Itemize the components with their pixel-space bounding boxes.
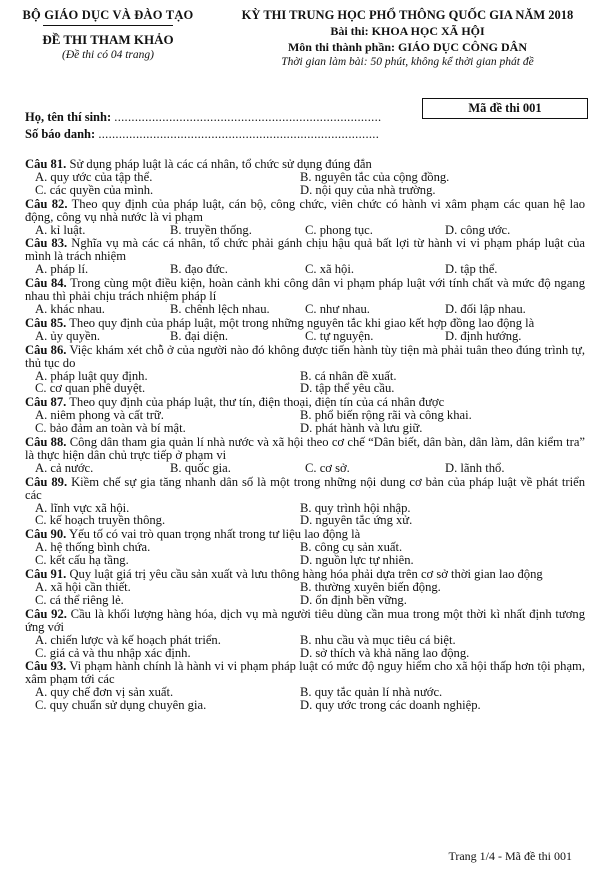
answer-options <box>25 502 585 528</box>
answer-option: D. đối lập nhau. <box>445 301 526 316</box>
answer-option: D. nguồn lực tự nhiên. <box>300 553 414 568</box>
candidate-id-label: Số báo danh: <box>25 127 96 141</box>
answer-option: D. sở thích và khả năng lao động. <box>300 645 470 660</box>
answer-option: C. kế hoạch truyền thông. <box>35 513 166 528</box>
question-number: Câu 82. <box>25 196 68 211</box>
question-text: Nghĩa vụ mà các cá nhân, tổ chức phải gánh chịu hậu quả bất lợi từ hành vi vi phạm pháp luật của mình là trách nhiệm <box>25 236 585 264</box>
question-number: Câu 89. <box>25 474 68 489</box>
answer-option: B. quy trình hội nhập. <box>300 500 411 515</box>
question-stem <box>25 608 585 634</box>
answer-option: A. khác nhau. <box>35 301 105 316</box>
answer-option: D. định hướng. <box>445 328 522 343</box>
answer-option: A. hệ thống bình chứa. <box>35 540 151 555</box>
answer-option: A. chiến lược và kế hoạch phát triển. <box>35 632 221 647</box>
question-stem <box>25 317 585 330</box>
question-text: Quy luật giá trị yêu cầu sản xuất và lưu thông hàng hóa phải dựa trên cơ sở thời gian lao động <box>69 567 543 582</box>
question-text: Yếu tố có vai trò quan trọng nhất trong tư liệu lao động là <box>68 527 361 542</box>
answer-option: A. lĩnh vực xã hội. <box>35 500 130 515</box>
header-right <box>220 8 595 68</box>
question-number: Câu 86. <box>25 342 67 357</box>
answer-option: D. lãnh thổ. <box>445 460 505 475</box>
question-number: Câu 87. <box>25 395 67 410</box>
answer-options <box>25 171 585 197</box>
answer-option: D. phát hành và lưu giữ. <box>300 421 423 436</box>
answer-option: B. phổ biến rộng rãi và công khai. <box>300 408 472 423</box>
answer-options <box>25 634 585 660</box>
question-item <box>25 198 585 237</box>
answer-option: D. công ước. <box>445 222 511 237</box>
exam-title: KỲ THI TRUNG HỌC PHỔ THÔNG QUỐC GIA NĂM 2018 <box>241 8 574 22</box>
answer-options <box>25 303 585 316</box>
question-text: Công dân tham gia quản lí nhà nước và xã hội theo cơ chế “Dân biết, dân bàn, dân làm, dân kiểm tra” là thực hiện dân chủ trực tiếp ở phạm vi <box>25 435 586 462</box>
question-number: Câu 83. <box>25 236 68 251</box>
question-number: Câu 91. <box>25 567 67 582</box>
answer-option: B. nhu cầu và mục tiêu cá biệt. <box>300 632 456 647</box>
answer-option: A. quy chế đơn vị sản xuất. <box>35 685 174 700</box>
question-text: Trong cùng một điều kiện, hoàn cảnh khi công dân vi phạm pháp luật với tính chất và mức độ ngang nhau thì phải chịu trách nhiệm pháp lí <box>25 276 586 304</box>
pages-note: (Đề thi có 04 trang) <box>62 49 154 61</box>
answer-option: A. kỉ luật. <box>35 222 86 237</box>
header-left <box>18 8 198 61</box>
answer-option: C. cá thể riêng lẻ. <box>35 592 124 607</box>
answer-option: B. quy tắc quản lí nhà nước. <box>300 685 443 700</box>
answer-option: C. cơ quan phê duyệt. <box>35 381 146 396</box>
answer-options <box>25 263 585 276</box>
question-item <box>25 277 585 316</box>
answer-option: D. ổn định bền vững. <box>300 592 407 607</box>
question-text: Sử dụng pháp luật là các cá nhân, tổ chức sử dụng đúng đắn <box>69 157 372 171</box>
question-item <box>25 436 585 475</box>
question-text: Theo quy định của pháp luật, thư tín, điện thoại, điện tín của cá nhân được <box>69 395 445 410</box>
question-stem <box>25 660 585 686</box>
answer-option: B. thường xuyên biến động. <box>300 580 441 594</box>
answer-option: C. như nhau. <box>305 301 370 316</box>
question-item <box>25 528 585 567</box>
answer-option: A. niêm phong và cất trữ. <box>35 408 164 423</box>
answer-option: C. tự nguyện. <box>305 328 374 343</box>
question-text: Việc khám xét chỗ ở của người nào đó không được tiến hành tùy tiện mà phải tuân theo đúng trình tự, thủ tục do <box>25 342 585 370</box>
answer-option: A. quy ước của tập thể. <box>35 169 153 184</box>
answer-options <box>25 462 585 475</box>
answer-option: B. truyền thống. <box>170 222 252 237</box>
answer-option: C. các quyền của mình. <box>35 182 154 197</box>
answer-option: C. quy chuẩn sử dụng chuyên gia. <box>35 698 207 713</box>
answer-option: A. ủy quyền. <box>35 328 101 343</box>
question-number: Câu 92. <box>25 606 67 621</box>
question-list <box>25 158 585 713</box>
answer-option: B. nguyên tắc của cộng đồng. <box>300 169 450 184</box>
answer-option: B. đạo đức. <box>170 262 228 277</box>
candidate-id-line <box>25 126 381 143</box>
exam-time: Thời gian làm bài: 50 phút, không kể thời gian phát đề <box>281 56 534 68</box>
question-text: Theo quy định của pháp luật, một trong những nguyên tắc khi giao kết hợp đồng lao động là <box>69 315 535 330</box>
question-item <box>25 344 585 396</box>
answer-options <box>25 581 585 607</box>
question-stem <box>25 277 585 303</box>
answer-option: A. pháp luật quy định. <box>35 368 148 383</box>
answer-options <box>25 224 585 237</box>
question-stem <box>25 198 585 224</box>
answer-option: C. bảo đảm an toàn và bí mật. <box>35 421 186 436</box>
candidate-name-line <box>25 109 381 126</box>
candidate-info <box>25 109 381 143</box>
answer-options <box>25 409 585 435</box>
answer-option: D. nội quy của nhà trường. <box>300 182 436 197</box>
question-stem <box>25 237 585 263</box>
answer-option: C. cơ sở. <box>305 460 350 475</box>
answer-option: D. quy ước trong các doanh nghiệp. <box>300 698 481 713</box>
answer-option: B. công cụ sản xuất. <box>300 540 403 555</box>
question-number: Câu 93. <box>25 659 67 674</box>
question-number: Câu 88. <box>25 435 67 450</box>
answer-option: A. xã hội cần thiết. <box>35 580 131 594</box>
question-text: Kiềm chế sự gia tăng nhanh dân số là một trong những nội dung cơ bản của pháp luật về phát triển các <box>25 474 585 502</box>
question-number: Câu 90. <box>25 527 67 542</box>
question-item <box>25 476 585 528</box>
question-item <box>25 568 585 607</box>
question-stem <box>25 436 585 462</box>
question-item <box>25 158 585 197</box>
answer-options <box>25 541 585 567</box>
candidate-name-label: Họ, tên thí sinh: <box>25 110 112 124</box>
page-footer: Trang 1/4 - Mã đề thi 001 <box>448 849 572 863</box>
question-item <box>25 317 585 343</box>
answer-option: C. kết cấu hạ tầng. <box>35 553 129 568</box>
question-stem <box>25 344 585 370</box>
exam-code-box: Mã đề thi 001 <box>422 98 588 119</box>
question-item <box>25 237 585 276</box>
answer-option: B. cá nhân đề xuất. <box>300 368 397 383</box>
answer-option: D. tập thể. <box>445 262 498 277</box>
question-number: Câu 85. <box>25 315 67 330</box>
question-stem <box>25 476 585 502</box>
question-number: Câu 81. <box>25 157 67 171</box>
ministry-name: BỘ GIÁO DỤC VÀ ĐÀO TẠO <box>22 8 194 22</box>
answer-option: D. nguyên tắc ứng xử. <box>300 513 413 528</box>
candidate-name-field: .............................................................................. <box>114 110 382 124</box>
question-text: Vi phạm hành chính là hành vi vi phạm pháp luật có mức độ nguy hiểm cho xã hội thấp hơn tội phạm, xâm phạm tới các <box>25 659 585 687</box>
question-number: Câu 84. <box>25 276 67 291</box>
answer-option: C. giá cả và thu nhập xác định. <box>35 645 191 660</box>
question-item <box>25 608 585 660</box>
exam-subject: Môn thi thành phần: GIÁO DỤC CÔNG DÂN <box>287 40 528 54</box>
answer-option: C. xã hội. <box>305 262 354 277</box>
exam-type: ĐỀ THI THAM KHẢO <box>42 32 174 47</box>
answer-options <box>25 330 585 343</box>
answer-option: D. tập thể yêu cầu. <box>300 381 395 396</box>
question-item <box>25 396 585 435</box>
exam-section: Bài thi: KHOA HỌC XÃ HỘI <box>330 24 485 38</box>
question-text: Theo quy định của pháp luật, cán bộ, công chức, viên chức có hành vi xâm phạm các quan hệ lao động, công vụ nhà nước là vi phạm <box>25 196 585 224</box>
answer-option: A. cả nước. <box>35 460 94 475</box>
answer-option: B. đại diện. <box>170 328 229 343</box>
answer-option: C. phong tục. <box>305 222 373 237</box>
answer-option: B. quốc gia. <box>170 460 231 475</box>
answer-option: B. chênh lệch nhau. <box>170 301 270 316</box>
header-rule <box>43 25 173 26</box>
candidate-id-field: .................................................................................. <box>98 127 380 141</box>
answer-options <box>25 370 585 396</box>
answer-options <box>25 686 585 712</box>
question-item <box>25 660 585 712</box>
question-stem <box>25 158 585 171</box>
question-text: Cầu là khối lượng hàng hóa, dịch vụ mà người tiêu dùng cần mua trong một thời kì nhất định tương ứng với <box>25 606 586 634</box>
answer-option: A. pháp lí. <box>35 262 89 277</box>
